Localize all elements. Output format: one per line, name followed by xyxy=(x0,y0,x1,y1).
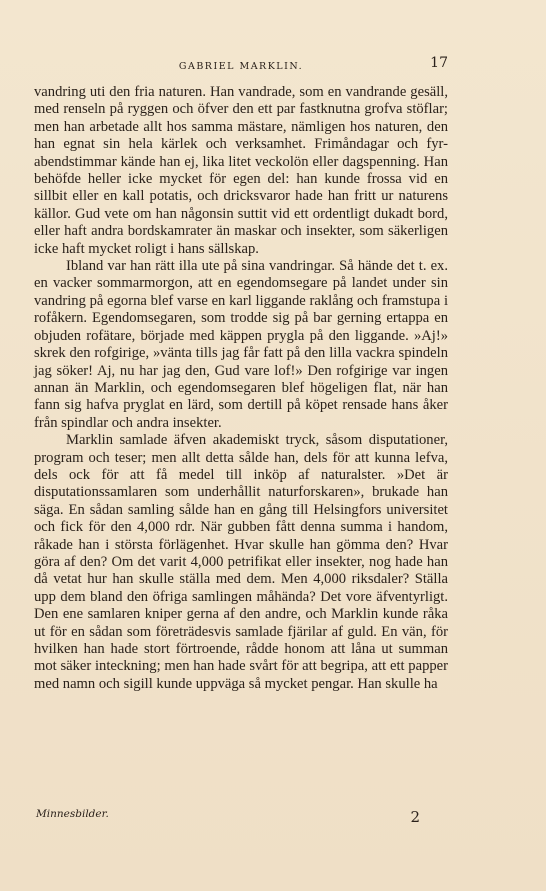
paragraph-2: Ibland var han rätt illa ute på sina vandringar. Så hände det t. ex. en vacker sommarmorgon, att en egendomsegare på landet under sin vandring på egorna blef varse en karl liggande raklång och framstupa i rofåkern. Egendomsegaren, som trodde sig på bar gerning ertappa en objuden rofätare, började med käppen prygla på den liggande. »Aj!» skrek den rofgirige, »vänta tills jag får fatt på den lilla vackra spindeln jag söker! Aj, nu har jag den, Gud vare lof!» Den rofgirige var ingen annan än Marklin, och egendomsegaren blef högeligen flat, när han fann sig hafva pryglat en lärd, som dertill på köpet rensade hans åker från spindlar och andra insekter. xyxy=(34,258,448,431)
page-header xyxy=(34,55,448,75)
signature-mark: Minnesbilder. xyxy=(36,808,109,820)
page-number: 17 xyxy=(430,55,448,71)
running-head: GABRIEL MARKLIN. xyxy=(178,61,304,72)
paragraph-3: Marklin samlade äfven akademiskt tryck, såsom disputationer, program och teser; men allt detta sålde han, dels för att kunna lefva, dels ock för att få medel till inköp af naturalster. »Det är disputationssamlaren som underhållit naturforskaren», brukade han säga. En sådan samling sålde han en gång till Helsingfors universitet och fick för den 4,000 rdr. När gubben fått denna summa i handom, råkade han i största förlägenhet. Hvar skulle han gömma den? Hvar göra af den? Om det varit 4,000 petrifikat eller insekter, nog hade han då vetat hur han skulle ställa med dem. Men 4,000 riksdaler? Ställa upp dem bland den öfriga samlingen måhända? Det vore äfventyrligt. Den ene samlaren kniper gerna af den andre, och Marklin kunde råka ut för en sådan som företrädesvis samlade fjärilar af guld. En vän, för hvilken han hade stort förtroende, rådde honom att låna ut summan mot säker inteckning; men han hade svårt för att begripa, att ett papper med namn och sigill kunde uppväga så mycket pengar. Han skulle ha xyxy=(34,432,448,692)
body-text xyxy=(34,84,448,693)
paragraph-1: vandring uti den fria naturen. Han vandrade, som en vandrande gesäll, med renseln på ryggen och öfver den ett par fastknutna grofva stöflar; men han arbetade allt hos samma mästare, nämligen hos naturen, den han egnat sin hela kärlek och verksamhet. Frimåndagar och fyr-abendstimmar kände han ej, lika litet veckolön eller dagspenning. Han behöfde heller icke mycket för egen del: han kunde frossa vid en sillbit eller en kall potatis, och dricksvaror hade han fritt ur naturens källor. Gud vete om han någonsin suttit vid ett ordentligt dukadt bord, eller haft andra bordskamrater än maskar och insekter, som säkerligen icke haft mycket roligt i hans sällskap. xyxy=(34,84,448,257)
page-footer xyxy=(34,808,448,830)
signature-number: 2 xyxy=(410,808,420,826)
